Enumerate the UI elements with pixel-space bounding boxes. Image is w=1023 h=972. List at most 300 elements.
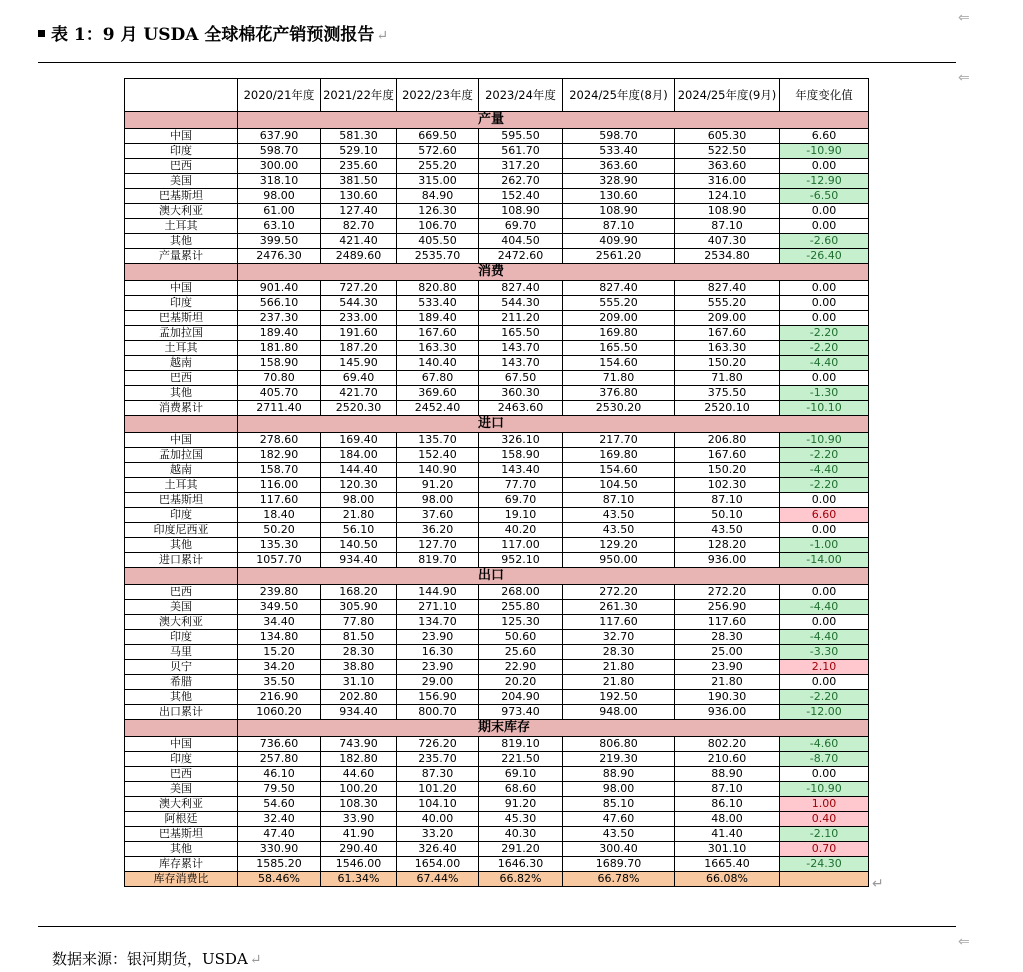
data-cell: 2472.60 <box>479 249 563 264</box>
change-value: 0.70 <box>780 842 869 857</box>
change-value: 0.00 <box>780 296 869 311</box>
data-cell: 163.30 <box>397 341 479 356</box>
data-cell: 102.30 <box>675 478 780 493</box>
row-label: 消费累计 <box>125 401 238 416</box>
row-label: 巴西 <box>125 767 238 782</box>
row-label: 其他 <box>125 842 238 857</box>
data-cell: 46.10 <box>238 767 321 782</box>
row-label: 中国 <box>125 281 238 296</box>
data-cell: 204.90 <box>479 690 563 705</box>
data-cell: 50.10 <box>675 508 780 523</box>
data-cell: 117.60 <box>238 493 321 508</box>
data-cell: 56.10 <box>321 523 397 538</box>
table-row <box>125 341 869 356</box>
section-header-row <box>125 720 869 737</box>
data-cell: 375.50 <box>675 386 780 401</box>
data-cell: 66.82% <box>479 872 563 887</box>
data-cell: 272.20 <box>563 585 675 600</box>
change-value: -24.30 <box>780 857 869 872</box>
data-cell: 182.90 <box>238 448 321 463</box>
data-cell: 87.10 <box>563 219 675 234</box>
data-cell: 169.80 <box>563 448 675 463</box>
data-cell: 598.70 <box>238 144 321 159</box>
row-label: 中国 <box>125 433 238 448</box>
table-row <box>125 204 869 219</box>
table-row <box>125 311 869 326</box>
change-value: -4.60 <box>780 737 869 752</box>
row-label: 印度 <box>125 630 238 645</box>
table-row <box>125 585 869 600</box>
data-cell: 144.40 <box>321 463 397 478</box>
row-label: 其他 <box>125 538 238 553</box>
change-value: 0.00 <box>780 615 869 630</box>
data-cell: 81.50 <box>321 630 397 645</box>
data-cell: 20.20 <box>479 675 563 690</box>
data-cell: 28.30 <box>675 630 780 645</box>
table-row <box>125 523 869 538</box>
table-row <box>125 705 869 720</box>
stock-to-use-ratio-row <box>125 872 869 887</box>
data-cell: 936.00 <box>675 705 780 720</box>
table-row <box>125 219 869 234</box>
data-cell: 34.20 <box>238 660 321 675</box>
data-cell: 209.00 <box>563 311 675 326</box>
change-value: 0.00 <box>780 219 869 234</box>
data-cell: 561.70 <box>479 144 563 159</box>
change-value: -14.00 <box>780 553 869 568</box>
data-cell: 129.20 <box>563 538 675 553</box>
table-row <box>125 752 869 767</box>
source-text: 数据来源：银河期货，USDA <box>52 950 248 968</box>
data-cell: 533.40 <box>563 144 675 159</box>
data-cell: 100.20 <box>321 782 397 797</box>
data-cell: 191.60 <box>321 326 397 341</box>
data-cell: 19.10 <box>479 508 563 523</box>
data-cell: 363.60 <box>675 159 780 174</box>
data-cell: 800.70 <box>397 705 479 720</box>
data-cell: 1646.30 <box>479 857 563 872</box>
data-cell: 127.70 <box>397 538 479 553</box>
row-label: 中国 <box>125 129 238 144</box>
data-cell: 381.50 <box>321 174 397 189</box>
data-cell: 2452.40 <box>397 401 479 416</box>
data-cell: 219.30 <box>563 752 675 767</box>
data-cell: 32.70 <box>563 630 675 645</box>
row-label: 中国 <box>125 737 238 752</box>
data-cell: 421.40 <box>321 234 397 249</box>
data-cell: 98.00 <box>321 493 397 508</box>
table-title <box>38 20 388 45</box>
data-cell: 69.10 <box>479 767 563 782</box>
data-cell: 21.80 <box>563 675 675 690</box>
table-row <box>125 508 869 523</box>
column-header: 2022/23年度 <box>397 79 479 112</box>
section-blank-cell <box>125 112 238 129</box>
change-value: 0.00 <box>780 311 869 326</box>
data-cell: 237.30 <box>238 311 321 326</box>
data-cell: 405.50 <box>397 234 479 249</box>
data-cell: 221.50 <box>479 752 563 767</box>
data-cell: 85.10 <box>563 797 675 812</box>
data-cell: 1665.40 <box>675 857 780 872</box>
data-cell: 40.30 <box>479 827 563 842</box>
data-cell: 130.60 <box>321 189 397 204</box>
table-row <box>125 690 869 705</box>
data-cell: 88.90 <box>563 767 675 782</box>
data-cell: 36.20 <box>397 523 479 538</box>
row-label: 阿根廷 <box>125 812 238 827</box>
data-cell: 43.50 <box>563 508 675 523</box>
data-cell: 117.60 <box>563 615 675 630</box>
data-cell: 98.00 <box>238 189 321 204</box>
data-cell: 605.30 <box>675 129 780 144</box>
section-title: 产量 <box>238 112 869 129</box>
data-cell: 305.90 <box>321 600 397 615</box>
change-value: -2.20 <box>780 341 869 356</box>
data-cell: 2463.60 <box>479 401 563 416</box>
data-cell: 47.40 <box>238 827 321 842</box>
data-cell: 2520.10 <box>675 401 780 416</box>
data-cell: 210.60 <box>675 752 780 767</box>
data-cell: 15.20 <box>238 645 321 660</box>
data-cell: 544.30 <box>321 296 397 311</box>
table-row <box>125 857 869 872</box>
data-cell: 257.80 <box>238 752 321 767</box>
data-cell: 77.70 <box>479 478 563 493</box>
data-cell: 101.20 <box>397 782 479 797</box>
data-cell: 235.70 <box>397 752 479 767</box>
row-label: 其他 <box>125 690 238 705</box>
row-label: 澳大利亚 <box>125 615 238 630</box>
data-cell: 973.40 <box>479 705 563 720</box>
data-cell: 405.70 <box>238 386 321 401</box>
data-cell: 522.50 <box>675 144 780 159</box>
data-cell: 104.10 <box>397 797 479 812</box>
section-title: 进口 <box>238 416 869 433</box>
data-cell: 936.00 <box>675 553 780 568</box>
data-cell: 88.90 <box>675 767 780 782</box>
data-cell: 315.00 <box>397 174 479 189</box>
table-row <box>125 174 869 189</box>
data-cell: 143.70 <box>479 356 563 371</box>
data-cell: 407.30 <box>675 234 780 249</box>
data-cell: 165.50 <box>479 326 563 341</box>
table-row <box>125 159 869 174</box>
data-cell: 58.46% <box>238 872 321 887</box>
data-cell: 529.10 <box>321 144 397 159</box>
change-value: -6.50 <box>780 189 869 204</box>
data-cell: 209.00 <box>675 311 780 326</box>
row-label: 孟加拉国 <box>125 448 238 463</box>
table-row <box>125 189 869 204</box>
data-cell: 256.90 <box>675 600 780 615</box>
data-cell: 239.80 <box>238 585 321 600</box>
data-cell: 128.20 <box>675 538 780 553</box>
data-cell: 91.20 <box>397 478 479 493</box>
table-row <box>125 371 869 386</box>
section-title: 期末库存 <box>238 720 869 737</box>
data-cell: 158.90 <box>479 448 563 463</box>
data-cell: 827.40 <box>563 281 675 296</box>
change-value: -4.40 <box>780 463 869 478</box>
data-cell: 369.60 <box>397 386 479 401</box>
data-cell: 69.40 <box>321 371 397 386</box>
data-cell: 255.20 <box>397 159 479 174</box>
data-cell: 290.40 <box>321 842 397 857</box>
data-cell: 143.40 <box>479 463 563 478</box>
data-cell: 34.40 <box>238 615 321 630</box>
table-row <box>125 249 869 264</box>
data-cell: 169.80 <box>563 326 675 341</box>
change-value: 6.60 <box>780 129 869 144</box>
section-header-row <box>125 416 869 433</box>
data-cell: 948.00 <box>563 705 675 720</box>
data-cell: 409.90 <box>563 234 675 249</box>
data-cell: 399.50 <box>238 234 321 249</box>
column-header: 2023/24年度 <box>479 79 563 112</box>
row-label: 库存累计 <box>125 857 238 872</box>
cotton-forecast-table <box>124 78 869 887</box>
data-cell: 125.30 <box>479 615 563 630</box>
data-cell: 140.50 <box>321 538 397 553</box>
data-cell: 544.30 <box>479 296 563 311</box>
data-cell: 820.80 <box>397 281 479 296</box>
change-value: -10.90 <box>780 782 869 797</box>
data-cell: 43.50 <box>563 827 675 842</box>
change-value: 0.00 <box>780 493 869 508</box>
change-value: -3.30 <box>780 645 869 660</box>
section-header-row <box>125 112 869 129</box>
row-label: 土耳其 <box>125 219 238 234</box>
row-label: 产量累计 <box>125 249 238 264</box>
data-cell: 2489.60 <box>321 249 397 264</box>
data-cell: 301.10 <box>675 842 780 857</box>
data-cell: 25.60 <box>479 645 563 660</box>
row-label: 巴基斯坦 <box>125 827 238 842</box>
row-label: 印度 <box>125 508 238 523</box>
change-value: -1.30 <box>780 386 869 401</box>
data-cell: 187.20 <box>321 341 397 356</box>
change-value: -12.00 <box>780 705 869 720</box>
change-value: 0.00 <box>780 675 869 690</box>
title-text: 表 1：9 月 USDA 全球棉花产销预测报告 <box>51 25 375 45</box>
data-cell: 108.90 <box>479 204 563 219</box>
table-row <box>125 630 869 645</box>
data-cell: 66.08% <box>675 872 780 887</box>
change-value: -10.90 <box>780 144 869 159</box>
row-label: 美国 <box>125 782 238 797</box>
table-row <box>125 326 869 341</box>
data-cell: 901.40 <box>238 281 321 296</box>
data-cell: 421.70 <box>321 386 397 401</box>
data-cell: 40.00 <box>397 812 479 827</box>
data-cell: 67.50 <box>479 371 563 386</box>
data-cell: 77.80 <box>321 615 397 630</box>
data-cell: 952.10 <box>479 553 563 568</box>
table-row <box>125 401 869 416</box>
data-cell: 145.90 <box>321 356 397 371</box>
data-cell: 87.10 <box>675 219 780 234</box>
change-value: -4.40 <box>780 630 869 645</box>
data-cell: 167.60 <box>675 448 780 463</box>
row-label: 巴西 <box>125 159 238 174</box>
row-label: 印度 <box>125 752 238 767</box>
change-value: 0.00 <box>780 371 869 386</box>
data-cell: 169.40 <box>321 433 397 448</box>
data-cell: 318.10 <box>238 174 321 189</box>
section-title: 出口 <box>238 568 869 585</box>
data-cell: 2476.30 <box>238 249 321 264</box>
data-cell: 300.00 <box>238 159 321 174</box>
change-value: 0.40 <box>780 812 869 827</box>
margin-mark: ⇐ <box>958 934 970 950</box>
data-cell: 1060.20 <box>238 705 321 720</box>
row-label: 巴基斯坦 <box>125 311 238 326</box>
data-cell: 727.20 <box>321 281 397 296</box>
data-cell: 819.10 <box>479 737 563 752</box>
data-cell: 328.90 <box>563 174 675 189</box>
change-value: -2.20 <box>780 326 869 341</box>
data-cell: 555.20 <box>675 296 780 311</box>
row-label: 澳大利亚 <box>125 204 238 219</box>
data-cell: 127.40 <box>321 204 397 219</box>
data-cell: 28.30 <box>563 645 675 660</box>
row-label: 马里 <box>125 645 238 660</box>
data-cell: 317.20 <box>479 159 563 174</box>
data-cell: 934.40 <box>321 553 397 568</box>
data-cell: 192.50 <box>563 690 675 705</box>
table-row <box>125 797 869 812</box>
data-cell: 827.40 <box>675 281 780 296</box>
data-cell: 300.40 <box>563 842 675 857</box>
data-cell: 25.00 <box>675 645 780 660</box>
change-value: 0.00 <box>780 204 869 219</box>
row-label: 希腊 <box>125 675 238 690</box>
data-cell: 261.30 <box>563 600 675 615</box>
bullet-square <box>38 30 45 37</box>
change-value: -12.90 <box>780 174 869 189</box>
data-cell: 726.20 <box>397 737 479 752</box>
data-cell: 2530.20 <box>563 401 675 416</box>
data-cell: 61.34% <box>321 872 397 887</box>
data-cell: 70.80 <box>238 371 321 386</box>
data-cell: 181.80 <box>238 341 321 356</box>
row-label: 美国 <box>125 174 238 189</box>
data-cell: 41.90 <box>321 827 397 842</box>
return-mark: ↵ <box>376 28 389 44</box>
data-cell: 189.40 <box>238 326 321 341</box>
row-label: 库存消费比 <box>125 872 238 887</box>
table-row <box>125 144 869 159</box>
row-label: 印度尼西亚 <box>125 523 238 538</box>
table-row <box>125 448 869 463</box>
data-cell: 330.90 <box>238 842 321 857</box>
return-mark: ↵ <box>249 952 262 968</box>
data-cell: 326.10 <box>479 433 563 448</box>
data-cell: 150.20 <box>675 356 780 371</box>
row-label: 越南 <box>125 356 238 371</box>
data-cell: 819.70 <box>397 553 479 568</box>
data-cell: 108.90 <box>563 204 675 219</box>
data-cell: 41.40 <box>675 827 780 842</box>
data-cell: 45.30 <box>479 812 563 827</box>
table-row <box>125 675 869 690</box>
table-row <box>125 478 869 493</box>
change-value: 0.00 <box>780 159 869 174</box>
top-rule <box>38 62 956 63</box>
data-cell: 2711.40 <box>238 401 321 416</box>
data-cell: 86.10 <box>675 797 780 812</box>
table-row <box>125 281 869 296</box>
data-cell: 140.40 <box>397 356 479 371</box>
data-cell: 202.80 <box>321 690 397 705</box>
margin-mark: ⇐ <box>958 10 970 26</box>
data-cell: 134.80 <box>238 630 321 645</box>
table-row <box>125 615 869 630</box>
data-cell: 184.00 <box>321 448 397 463</box>
data-cell: 84.90 <box>397 189 479 204</box>
data-cell: 98.00 <box>563 782 675 797</box>
data-cell: 2520.30 <box>321 401 397 416</box>
data-cell: 272.20 <box>675 585 780 600</box>
table-row <box>125 645 869 660</box>
data-cell: 404.50 <box>479 234 563 249</box>
data-cell: 802.20 <box>675 737 780 752</box>
section-title: 消费 <box>238 264 869 281</box>
data-cell: 1057.70 <box>238 553 321 568</box>
data-cell: 43.50 <box>675 523 780 538</box>
change-value: 0.00 <box>780 281 869 296</box>
data-cell: 1585.20 <box>238 857 321 872</box>
data-cell: 217.70 <box>563 433 675 448</box>
data-cell: 150.20 <box>675 463 780 478</box>
data-cell: 167.60 <box>675 326 780 341</box>
row-label: 出口累计 <box>125 705 238 720</box>
data-cell: 581.30 <box>321 129 397 144</box>
data-cell: 291.20 <box>479 842 563 857</box>
data-cell: 87.10 <box>563 493 675 508</box>
row-label: 印度 <box>125 144 238 159</box>
return-mark: ↵ <box>872 876 884 892</box>
table-row <box>125 433 869 448</box>
data-cell: 268.00 <box>479 585 563 600</box>
data-cell: 117.60 <box>675 615 780 630</box>
data-cell: 91.20 <box>479 797 563 812</box>
data-cell: 233.00 <box>321 311 397 326</box>
change-value: 0.00 <box>780 585 869 600</box>
data-cell: 326.40 <box>397 842 479 857</box>
change-value: -2.20 <box>780 690 869 705</box>
data-cell: 2534.80 <box>675 249 780 264</box>
data-cell: 363.60 <box>563 159 675 174</box>
change-value: -26.40 <box>780 249 869 264</box>
data-cell: 33.90 <box>321 812 397 827</box>
data-cell: 189.40 <box>397 311 479 326</box>
table-row <box>125 827 869 842</box>
data-cell: 23.90 <box>397 660 479 675</box>
data-cell: 566.10 <box>238 296 321 311</box>
column-header: 2024/25年度(8月) <box>563 79 675 112</box>
data-cell: 134.70 <box>397 615 479 630</box>
data-cell: 743.90 <box>321 737 397 752</box>
column-header <box>125 79 238 112</box>
data-cell: 117.00 <box>479 538 563 553</box>
data-cell: 40.20 <box>479 523 563 538</box>
table-row <box>125 356 869 371</box>
data-cell <box>780 872 869 887</box>
row-label: 土耳其 <box>125 341 238 356</box>
data-cell: 158.70 <box>238 463 321 478</box>
